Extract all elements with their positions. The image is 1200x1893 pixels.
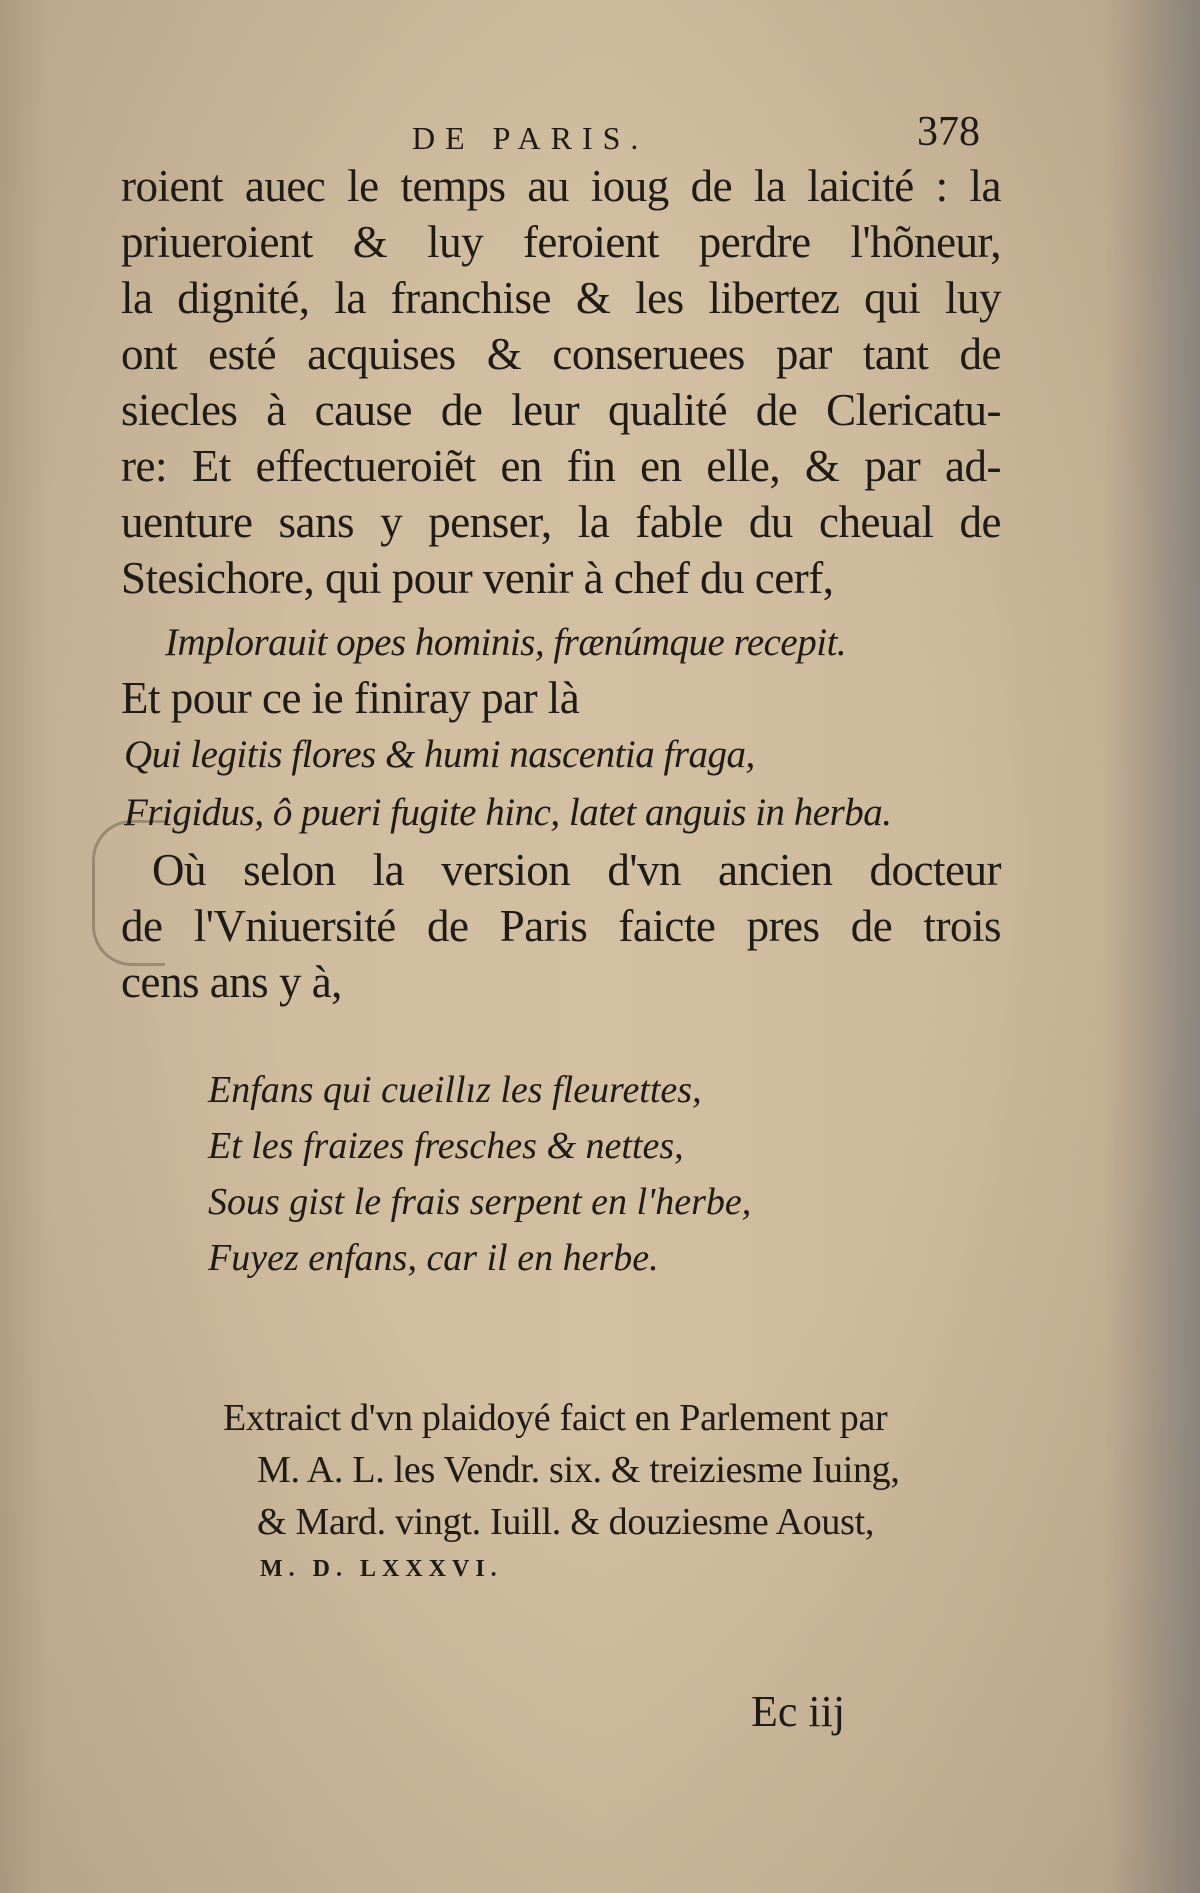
body-line: uenture sans y penser, la fable du cheual de [121,497,1001,547]
poem-line: Sous gist le frais serpent en l'herbe, [208,1181,752,1223]
body-line: Stesichore, qui pour venir à chef du cerf, [121,553,834,603]
poem-line: Et les fraizes fresches & nettes, [208,1125,684,1167]
signature-mark: Ec iij [751,1687,846,1736]
paragraph-line: de l'Vniuersité de Paris faicte pres de trois [121,901,1001,951]
poem-line: Fuyez enfans, car il en herbe. [208,1237,659,1279]
latin-verse: Qui legitis flores & humi nascentia fraga, [124,733,755,776]
page-number: 378 [917,109,980,155]
body-line: ont esté acquises & conseruees par tant de [121,329,1001,379]
colophon-date: M. D. LXXXVI. [260,1556,503,1582]
poem-line: Enfans qui cueillız les fleurettes, [208,1069,702,1111]
body-line: roient auec le temps au ioug de la laicité : la [121,161,1001,211]
body-line: siecles à cause de leur qualité de Clericatu- [121,385,1001,435]
colophon-line: Extraict d'vn plaidoyé faict en Parlement par [223,1397,888,1439]
colophon-line: & Mard. vingt. Iuill. & douziesme Aoust, [257,1501,875,1543]
body-line: re: Et effectueroiẽt en fin en elle, & par ad- [121,441,1001,491]
body-line: la dignité, la franchise & les libertez qui luy [121,273,1001,323]
running-head: DE PARIS. [412,120,649,156]
colophon-line: M. A. L. les Vendr. six. & treiziesme Iuing, [257,1449,900,1491]
latin-verse: Frigidus, ô pueri fugite hinc, latet anguis in herba. [124,791,892,834]
paragraph-line: cens ans y à, [121,957,342,1007]
latin-quote: Implorauit opes hominis, frænúmque recepit. [165,621,847,664]
paragraph-line: Où selon la version d'vn ancien docteur [152,845,1001,895]
transition-line: Et pour ce ie finiray par là [121,673,580,723]
body-line: priueroient & luy feroient perdre l'hõneur, [121,217,1001,267]
